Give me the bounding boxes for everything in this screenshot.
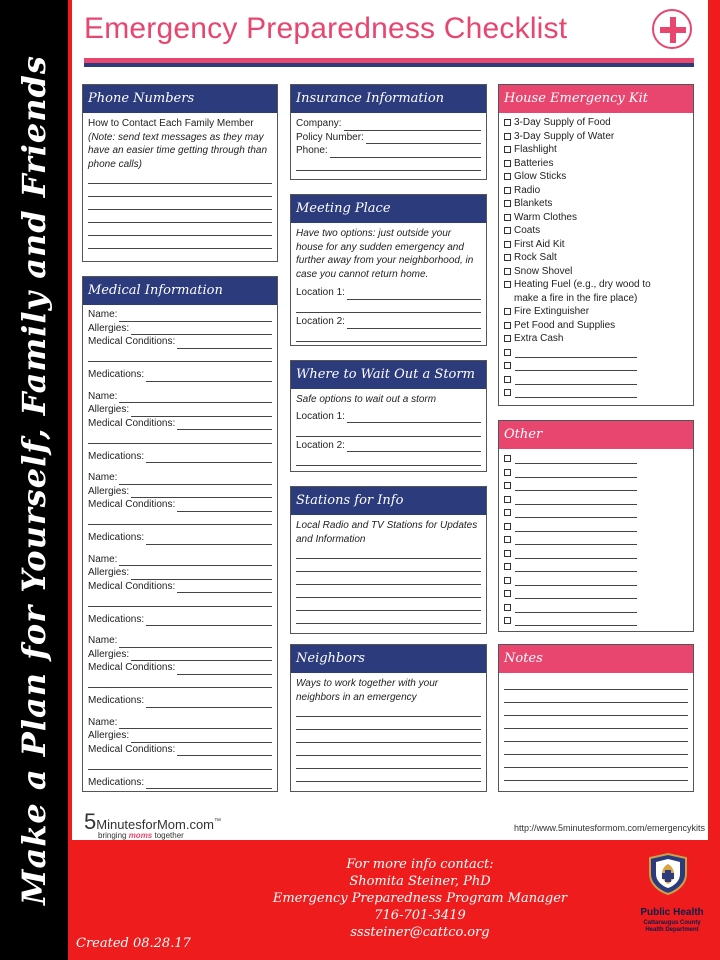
insurance-header: Insurance Information: [291, 85, 486, 113]
conditions-field[interactable]: [177, 664, 272, 675]
phone-numbers-header: Phone Numbers: [83, 85, 277, 113]
checkbox-icon[interactable]: [504, 389, 511, 396]
checkbox-icon[interactable]: [504, 362, 511, 369]
storm-panel: [290, 360, 487, 472]
location-1-label: Location 1:: [296, 287, 345, 298]
allergies-label: Allergies:: [88, 322, 130, 334]
other-item[interactable]: [504, 506, 688, 520]
conditions-field-2[interactable]: [88, 433, 272, 444]
checkbox-icon[interactable]: [504, 322, 511, 329]
checkbox-icon[interactable]: [504, 496, 511, 503]
other-item[interactable]: [504, 601, 688, 615]
name-field[interactable]: [119, 555, 272, 566]
medications-label: Medications:: [88, 695, 145, 706]
kit-item[interactable]: Heating Fuel (e.g., dry wood to: [504, 278, 688, 292]
public-health-logo: Public Health Cattaraugus County Health Department: [626, 852, 718, 932]
stations-header: Stations for Info: [291, 487, 486, 515]
conditions-field-2[interactable]: [88, 596, 272, 607]
conditions-label: Medical Conditions:: [88, 580, 176, 592]
checkbox-icon[interactable]: [504, 482, 511, 489]
medications-field[interactable]: [146, 615, 272, 626]
kit-blank-item[interactable]: [504, 359, 688, 373]
neighbors-header: Neighbors: [291, 645, 486, 673]
checkbox-icon[interactable]: [504, 187, 511, 194]
insurance-phone-field[interactable]: [330, 147, 481, 158]
notes-line[interactable]: [504, 703, 688, 716]
kit-item[interactable]: Rock Salt: [504, 251, 688, 265]
medications-field[interactable]: [146, 534, 272, 545]
medications-label: Medications:: [88, 369, 145, 380]
allergies-field[interactable]: [131, 487, 272, 498]
conditions-field-2[interactable]: [88, 351, 272, 362]
other-item[interactable]: [504, 520, 688, 534]
kit-item[interactable]: Blankets: [504, 197, 688, 211]
contact-email[interactable]: sssteiner@cattco.org: [350, 925, 490, 940]
storm-location-2-field-2[interactable]: [296, 455, 481, 466]
medical-info-panel: [82, 276, 278, 792]
checkbox-icon[interactable]: [504, 119, 511, 126]
location-2-field-2[interactable]: [296, 331, 481, 342]
kit-item[interactable]: Flashlight: [504, 143, 688, 157]
checkbox-icon[interactable]: [504, 577, 511, 584]
storm-location-1-field[interactable]: [347, 412, 481, 423]
medical-entry: [88, 634, 272, 708]
neighbors-line[interactable]: [296, 717, 481, 730]
medical-entry: [88, 390, 272, 464]
other-item[interactable]: [504, 614, 688, 628]
shield-cross-icon: [646, 852, 690, 896]
conditions-field[interactable]: [177, 582, 272, 593]
conditions-label: Medical Conditions:: [88, 417, 176, 429]
phone-line[interactable]: [88, 223, 272, 236]
notes-line[interactable]: [504, 716, 688, 729]
neighbors-line[interactable]: [296, 743, 481, 756]
notes-line[interactable]: [504, 690, 688, 703]
kit-item[interactable]: Snow Shovel: [504, 265, 688, 279]
other-item[interactable]: [504, 533, 688, 547]
stations-line[interactable]: [296, 598, 481, 611]
conditions-label: Medical Conditions:: [88, 499, 176, 510]
checklist-sheet: [72, 0, 708, 840]
medical-entry: [88, 553, 272, 627]
insurance-extra-field[interactable]: [296, 160, 481, 171]
checkbox-icon[interactable]: [504, 523, 511, 530]
checkbox-icon[interactable]: [504, 550, 511, 557]
location-1-field[interactable]: [347, 289, 481, 300]
neighbors-panel: [290, 644, 487, 792]
name-field[interactable]: [119, 474, 272, 485]
location-2-field[interactable]: [347, 318, 481, 329]
medications-label: Medications:: [88, 776, 145, 788]
meeting-place-panel: [290, 194, 487, 346]
conditions-field[interactable]: [177, 745, 272, 756]
kit-item[interactable]: Extra Cash: [504, 332, 688, 346]
notes-line[interactable]: [504, 742, 688, 755]
insurance-panel: [290, 84, 487, 180]
location-2-label: Location 2:: [296, 316, 345, 327]
other-header: Other: [499, 421, 693, 449]
allergies-label: Allergies:: [88, 730, 130, 741]
neighbors-desc: Ways to work together with your neighbors in an emergency: [296, 678, 439, 703]
stations-desc: Local Radio and TV Stations for Updates and Information: [296, 520, 478, 545]
kit-item[interactable]: Radio: [504, 184, 688, 198]
neighbors-line[interactable]: [296, 769, 481, 782]
notes-line[interactable]: [504, 677, 688, 690]
name-label: Name:: [88, 635, 118, 646]
checkbox-icon[interactable]: [504, 617, 511, 624]
neighbors-line[interactable]: [296, 756, 481, 769]
checkbox-icon[interactable]: [504, 173, 511, 180]
conditions-field[interactable]: [177, 338, 272, 349]
allergies-label: Allergies:: [88, 648, 130, 660]
meeting-place-header: Meeting Place: [291, 195, 486, 223]
conditions-label: Medical Conditions:: [88, 662, 176, 673]
sheet-title: Emergency Preparedness Checklist: [84, 12, 568, 45]
stations-line[interactable]: [296, 611, 481, 624]
notes-line[interactable]: [504, 768, 688, 781]
stations-line[interactable]: [296, 585, 481, 598]
storm-header: Where to Wait Out a Storm: [291, 361, 486, 389]
medications-label: Medications:: [88, 613, 145, 625]
name-label: Name:: [88, 390, 118, 402]
emergency-kit-header: House Emergency Kit: [499, 85, 693, 113]
other-item[interactable]: [504, 587, 688, 601]
location-1-field-2[interactable]: [296, 302, 481, 313]
name-field[interactable]: [119, 637, 272, 648]
checkbox-icon[interactable]: [504, 281, 511, 288]
side-band: [0, 0, 68, 960]
allergies-label: Allergies:: [88, 404, 130, 415]
allergies-field[interactable]: [131, 650, 272, 661]
neighbors-line[interactable]: [296, 704, 481, 717]
allergies-label: Allergies:: [88, 567, 130, 578]
stations-line[interactable]: [296, 572, 481, 585]
medications-field[interactable]: [146, 371, 272, 382]
checkbox-icon[interactable]: [504, 455, 511, 462]
title-rule-navy: [84, 63, 694, 67]
checkbox-icon[interactable]: [504, 376, 511, 383]
notes-line[interactable]: [504, 755, 688, 768]
company-label: Company:: [296, 118, 342, 129]
checkbox-icon[interactable]: [504, 349, 511, 356]
kit-item[interactable]: 3-Day Supply of Food: [504, 116, 688, 130]
phone-numbers-panel: [82, 84, 278, 262]
other-item[interactable]: [504, 574, 688, 588]
neighbors-line[interactable]: [296, 730, 481, 743]
checkbox-icon[interactable]: [504, 227, 511, 234]
medical-entry: [88, 716, 272, 790]
kit-item[interactable]: Batteries: [504, 157, 688, 171]
allergies-field[interactable]: [131, 569, 272, 580]
meeting-desc: Have two options: just outside your house for any sudden emergency and further away from your neighborhood, in case you cannot return home.: [296, 228, 474, 280]
kit-item-continued: make a fire in the fire place): [514, 292, 638, 304]
stations-line[interactable]: [296, 546, 481, 559]
medications-field[interactable]: [146, 452, 272, 463]
conditions-field[interactable]: [177, 419, 272, 430]
checkbox-icon[interactable]: [504, 268, 511, 275]
allergies-label: Allergies:: [88, 485, 130, 497]
kit-item[interactable]: Glow Sticks: [504, 170, 688, 184]
source-url[interactable]: http://www.5minutesformom.com/emergencykits: [514, 823, 706, 833]
name-field[interactable]: [119, 392, 272, 403]
other-item[interactable]: [504, 560, 688, 574]
checkbox-icon[interactable]: [504, 308, 511, 315]
kit-blank-item[interactable]: [504, 373, 688, 387]
storm-location-2-label: Location 2:: [296, 439, 345, 451]
name-label: Name:: [88, 309, 118, 320]
medical-info-header: Medical Information: [83, 277, 277, 305]
stations-line[interactable]: [296, 559, 481, 572]
conditions-label: Medical Conditions:: [88, 743, 176, 755]
other-item[interactable]: [504, 479, 688, 493]
storm-location-1-label: Location 1:: [296, 410, 345, 422]
contact-info: For more info contact: Shomita Steiner, PhD Emergency Preparedness Program Manager 716-701-3419 sssteiner@cattco.org: [200, 856, 640, 941]
storm-desc: Safe options to wait out a storm: [296, 394, 437, 405]
insurance-phone-label: Phone:: [296, 145, 328, 156]
conditions-field-2[interactable]: [88, 677, 272, 688]
phone-line[interactable]: [88, 171, 272, 184]
company-field[interactable]: [344, 120, 481, 131]
other-item[interactable]: [504, 452, 688, 466]
notes-header: Notes: [499, 645, 693, 673]
brand-logo: 5MinutesforMom.com™ bringing moms together: [84, 809, 222, 840]
checkbox-icon[interactable]: [504, 604, 511, 611]
name-field[interactable]: [119, 311, 272, 322]
brand-tagline: bringing moms together: [98, 831, 184, 840]
conditions-field-2[interactable]: [88, 514, 272, 525]
phone-intro: How to Contact Each Family Member: [88, 118, 254, 129]
other-item[interactable]: [504, 547, 688, 561]
phone-line[interactable]: [88, 236, 272, 249]
conditions-label: Medical Conditions:: [88, 336, 176, 347]
kit-item[interactable]: Fire Extinguisher: [504, 305, 688, 319]
emergency-kit-panel: [498, 84, 694, 406]
checkbox-icon[interactable]: [504, 469, 511, 476]
conditions-field-2[interactable]: [88, 759, 272, 770]
phone-line[interactable]: [88, 184, 272, 197]
conditions-field[interactable]: [177, 501, 272, 512]
kit-item[interactable]: Coats: [504, 224, 688, 238]
checkbox-icon[interactable]: [504, 241, 511, 248]
medications-label: Medications:: [88, 532, 145, 543]
checkbox-icon[interactable]: [504, 200, 511, 207]
red-cross-icon: [652, 9, 692, 49]
kit-item[interactable]: First Aid Kit: [504, 238, 688, 252]
kit-blank-item[interactable]: [504, 346, 688, 360]
name-label: Name:: [88, 716, 118, 728]
name-field[interactable]: [119, 718, 272, 729]
checkbox-icon[interactable]: [504, 214, 511, 221]
notes-line[interactable]: [504, 729, 688, 742]
medical-entry: [88, 471, 272, 545]
other-panel: [498, 420, 694, 632]
side-banner-text: Make a Plan for Yourself, Family and Friends: [15, 55, 53, 905]
kit-item[interactable]: 3-Day Supply of Water: [504, 130, 688, 144]
phone-line[interactable]: [88, 197, 272, 210]
policy-label: Policy Number:: [296, 131, 364, 143]
checkbox-icon[interactable]: [504, 160, 511, 167]
checkbox-icon[interactable]: [504, 146, 511, 153]
notes-panel: [498, 644, 694, 792]
checkbox-icon[interactable]: [504, 590, 511, 597]
phone-line[interactable]: [88, 210, 272, 223]
other-item[interactable]: [504, 466, 688, 480]
allergies-field[interactable]: [131, 324, 272, 335]
medications-field[interactable]: [146, 778, 272, 789]
kit-blank-item[interactable]: [504, 386, 688, 400]
medications-field[interactable]: [146, 697, 272, 708]
other-item[interactable]: [504, 493, 688, 507]
stations-panel: [290, 486, 487, 634]
created-date: Created 08.28.17: [76, 936, 191, 951]
name-label: Name:: [88, 472, 118, 483]
medications-label: Medications:: [88, 450, 145, 462]
allergies-field[interactable]: [131, 406, 272, 417]
storm-location-2-field[interactable]: [347, 441, 481, 452]
allergies-field[interactable]: [131, 732, 272, 743]
name-label: Name:: [88, 553, 118, 565]
kit-item[interactable]: Warm Clothes: [504, 211, 688, 225]
storm-location-1-field-2[interactable]: [296, 426, 481, 437]
checkbox-icon[interactable]: [504, 254, 511, 261]
policy-field[interactable]: [366, 133, 481, 144]
checkbox-icon[interactable]: [504, 509, 511, 516]
checkbox-icon[interactable]: [504, 563, 511, 570]
medical-entry: [88, 308, 272, 382]
kit-item[interactable]: Pet Food and Supplies: [504, 319, 688, 333]
checkbox-icon[interactable]: [504, 536, 511, 543]
checkbox-icon[interactable]: [504, 133, 511, 140]
phone-note: (Note: send text messages as they may have an easier time getting through than phone calls): [88, 131, 268, 170]
checkbox-icon[interactable]: [504, 335, 511, 342]
